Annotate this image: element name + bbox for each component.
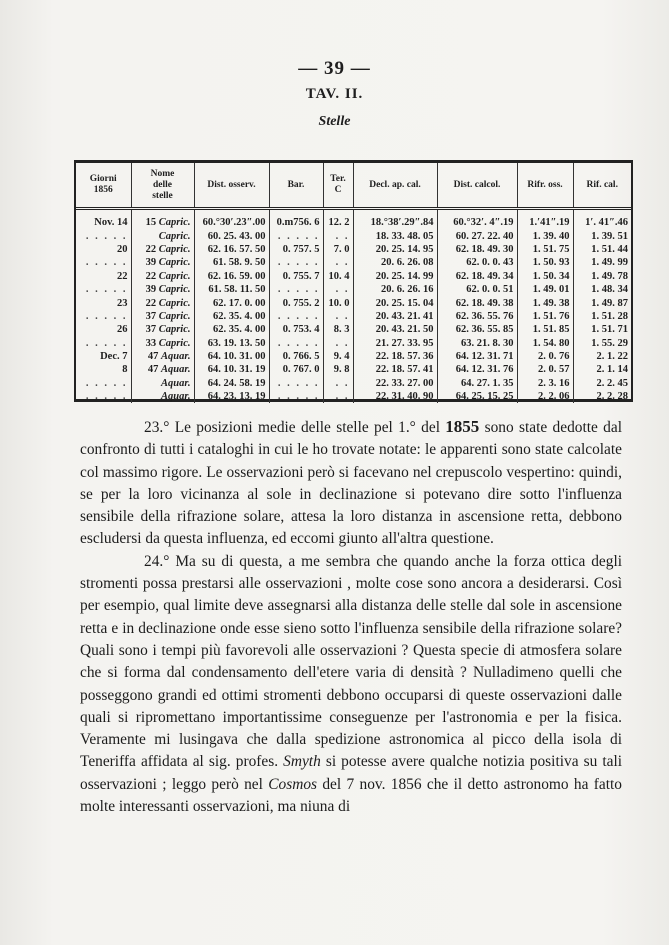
cell-star (131, 310, 194, 323)
cell-decl: 20. 25. 15. 04 (353, 296, 437, 309)
cell-day: Dec. 7 (76, 350, 131, 363)
cell-day: 26 (76, 323, 131, 336)
cell-ter: . . (323, 390, 353, 403)
cell-rif-cal: 1. 51. 44 (591, 243, 628, 255)
star-name: Capric. (158, 284, 191, 296)
cell-rif-cal: 1. 55. 29 (591, 337, 628, 349)
cell-star (131, 243, 194, 256)
cell-star (131, 350, 194, 363)
cell-star (131, 209, 194, 230)
column-header (76, 163, 131, 209)
table-row (76, 390, 631, 403)
cell-decl: 22. 31. 40. 90 (353, 390, 437, 403)
cell-decl: 18. 33. 48. 05 (353, 229, 437, 242)
cell-decl: 20. 25. 14. 95 (353, 243, 437, 256)
column-header-line: C (334, 185, 342, 195)
cell-bar: 0. 755. 7 (269, 270, 323, 283)
cell-decl: 20. 43. 21. 41 (353, 310, 437, 323)
cell-rifr-oss: 1. 49. 01 (517, 283, 573, 296)
table-body (76, 209, 631, 404)
star-name: Capric. (158, 230, 191, 242)
cell-dist-oss: 61. 58. 9. 50 (194, 256, 269, 269)
cell-rifr-oss: 1. 51. 75 (517, 243, 573, 256)
cell-ter: . . (323, 256, 353, 269)
cell-day: Nov. 14 (76, 209, 131, 230)
cell-dist-cal: 64. 25. 15. 25 (437, 390, 517, 403)
cell-rif-cal: 1. 49. 87 (591, 297, 628, 309)
cell-dist-cal: 62. 0. 0. 43 (437, 256, 517, 269)
cell-ter: . . (323, 377, 353, 390)
cell-dist-cal: 64. 12. 31. 71 (437, 350, 517, 363)
star-observation-table (74, 160, 633, 402)
cell-ter: . . (323, 337, 353, 350)
paragraph-23-text-b: sono state dedotte dal confronto di tutti i cataloghi in cui le ho trovate notate: le apparenti sono state calcolate col massimo rigore. Le osservazioni però si facevano nel crepuscolo vespertino: quindi, se per la loro vicinanza al sole in declinazione si potevano dire sotto l'influenza sensibile della rifrazione solare, attesa la loro distanza in ascensione retta, debbono escludersi da questa influenza, ed eccomi giunto all'altra questione. (80, 419, 622, 548)
star-name: Capric. (158, 297, 191, 309)
paragraph-23 (80, 416, 622, 551)
star-name: Capric. (158, 243, 191, 255)
column-header (323, 163, 353, 209)
cell-star (131, 377, 194, 390)
column-header-line: Bar. (287, 179, 305, 190)
cell-star (131, 323, 194, 336)
cell-dist-cal: 62. 0. 0. 51 (437, 283, 517, 296)
cell-bar: . . . . . (269, 229, 323, 242)
star-number: 39 (145, 284, 157, 296)
cell-rif-cal: 1. 51. 28 (591, 310, 628, 322)
star-number: 22 (145, 297, 157, 309)
cell-dist-oss: 63. 19. 13. 50 (194, 337, 269, 350)
body-text (80, 416, 622, 818)
column-header-line: 1856 (93, 185, 113, 195)
star-number: 33 (145, 337, 157, 349)
cell-ter: . . (323, 310, 353, 323)
cell-rifr-oss: 1.′41″.19 (517, 209, 573, 230)
cell-day: 20 (76, 243, 131, 256)
cell-dist-cal: 63. 21. 8. 30 (437, 337, 517, 350)
table-row (76, 323, 631, 336)
cell-bar: . . . . . (269, 283, 323, 296)
cell-dist-cal: 64. 12. 31. 76 (437, 363, 517, 376)
cell-rifr-oss: 2. 0. 76 (517, 350, 573, 363)
star-number: 39 (145, 257, 157, 269)
star-name: Aquar. (161, 364, 191, 376)
star-number: 22 (145, 243, 157, 255)
cell-day: . . . . . (76, 377, 131, 390)
cell-dist-oss: 64. 24. 58. 19 (194, 377, 269, 390)
cell-star (131, 283, 194, 296)
cell-bar: . . . . . (269, 337, 323, 350)
column-header-line: Giorni (89, 174, 117, 184)
table-row (76, 337, 631, 350)
column-header-line: Rifr. oss. (527, 179, 563, 190)
column-header-line: delle (153, 179, 172, 190)
star-name: Aquar. (161, 351, 191, 363)
cell-ter: 12. 2 (323, 209, 353, 230)
column-header-line: stelle (152, 190, 173, 201)
table-row (76, 256, 631, 269)
cell-dist-oss: 60. 25. 43. 00 (194, 229, 269, 242)
paragraph-24 (80, 551, 622, 819)
star-number: 47 (147, 351, 159, 363)
cell-decl: 20. 6. 26. 08 (353, 256, 437, 269)
column-header-line: Ter. (330, 174, 346, 184)
cell-rifr-oss: 2. 2. 06 (517, 390, 573, 403)
cell-rifr-oss: 1. 39. 40 (517, 229, 573, 242)
table-row (76, 229, 631, 242)
cell-decl: 22. 18. 57. 41 (353, 363, 437, 376)
cell-ter: 9. 4 (323, 350, 353, 363)
stars-table (76, 163, 631, 403)
cell-bar: . . . . . (269, 377, 323, 390)
column-header-line: Rif. cal. (586, 179, 618, 190)
cell-bar: 0. 766. 5 (269, 350, 323, 363)
cell-dist-oss: 64. 10. 31. 00 (194, 350, 269, 363)
cell-bar: 0. 755. 2 (269, 296, 323, 309)
table-row (76, 363, 631, 376)
cell-rif-cal: 1′. 41″.46 (585, 217, 628, 229)
cell-dist-oss: 62. 16. 57. 50 (194, 243, 269, 256)
cell-rif-cal: 1. 49. 78 (591, 270, 628, 282)
column-header (131, 163, 194, 209)
star-number: 47 (147, 364, 159, 376)
cell-dist-oss: 64. 10. 31. 19 (194, 363, 269, 376)
star-name: Capric. (158, 310, 191, 322)
cell-dist-oss: 62. 35. 4. 00 (194, 310, 269, 323)
cell-star (131, 270, 194, 283)
cell-decl: 18.°38′.29″.84 (353, 209, 437, 230)
star-name: Capric. (158, 324, 191, 336)
column-header-line: Nome (150, 168, 175, 179)
cell-day: . . . . . (76, 256, 131, 269)
cell-rifr-oss: 1. 54. 80 (517, 337, 573, 350)
cell-star (131, 256, 194, 269)
cell-dist-cal: 62. 18. 49. 30 (437, 243, 517, 256)
cell-rifr-oss: 1. 49. 38 (517, 296, 573, 309)
paragraph-24-text-c: del 7 nov. 1856 che il detto astronomo ha fatto molte interessanti osservazioni, ma niuna di (80, 775, 622, 816)
star-number: 37 (145, 310, 157, 322)
cell-dist-cal: 64. 27. 1. 35 (437, 377, 517, 390)
cell-day: . . . . . (76, 390, 131, 403)
cell-ter: . . (323, 283, 353, 296)
table-row (76, 310, 631, 323)
star-name: Capric. (158, 270, 191, 282)
cell-rifr-oss: 1. 51. 85 (517, 323, 573, 336)
column-header (269, 163, 323, 209)
cell-decl: 22. 33. 27. 00 (353, 377, 437, 390)
cell-rif-cal: 1. 39. 51 (591, 230, 628, 242)
cell-bar: . . . . . (269, 256, 323, 269)
cell-rif-cal: 2. 1. 14 (596, 364, 628, 376)
cell-ter: 9. 8 (323, 363, 353, 376)
table-row (76, 270, 631, 283)
cell-dist-cal: 62. 36. 55. 85 (437, 323, 517, 336)
star-number: 15 (145, 217, 157, 229)
cell-decl: 20. 6. 26. 16 (353, 283, 437, 296)
page-number: — 39 — (298, 58, 371, 79)
column-header (353, 163, 437, 209)
cell-bar: 0.m756. 6 (269, 209, 323, 230)
cell-rifr-oss: 1. 50. 93 (517, 256, 573, 269)
cell-bar: . . . . . (269, 310, 323, 323)
column-header (517, 163, 573, 209)
cell-ter: 7. 0 (323, 243, 353, 256)
cell-star (131, 296, 194, 309)
cell-dist-cal: 62. 18. 49. 38 (437, 296, 517, 309)
cell-decl: 20. 43. 21. 50 (353, 323, 437, 336)
cell-dist-oss: 62. 16. 59. 00 (194, 270, 269, 283)
cell-dist-oss: 62. 17. 0. 00 (194, 296, 269, 309)
paragraph-23-text-a: 23.° Le posizioni medie delle stelle pel 1.° del (144, 419, 446, 436)
cell-day: . . . . . (76, 229, 131, 242)
cell-star (131, 363, 194, 376)
cell-rifr-oss: 2. 3. 16 (517, 377, 573, 390)
paragraph-24-text-a: 24.° Ma su di questa, a me sembra che quando anche la forza ottica degli stromenti possa prestarsi alle osservazioni , molte cose sono ancora a desiderarsi. Così per esempio, qual limite deve assegnarsi alla distanza delle stelle dal sole in ascensione retta e in declinazione onde esse sieno sotto l'influenza sensibile della rifrazione solare? Quali sono i tempi più favorevoli alle osservazioni ? Questa specie di atmosfera solare che si forma dal condensamento dell'etere varia di densità ? Nulladimeno quelli che posseggono grandi ed ottimi stromenti debbono occuparsi di queste osservazioni dalle quali si ripromettano importantissime conseguenze per l'astronomia e per la fisica. Veramente mi lusingava che dalla spedizione astronomica al picco della isola di Teneriffa affidata al sig. profes. (80, 552, 622, 771)
star-name: Aquar. (161, 391, 191, 403)
column-header-line: Dist. calcol. (453, 179, 501, 190)
cell-dist-oss: 62. 35. 4. 00 (194, 323, 269, 336)
cell-ter: . . (323, 229, 353, 242)
cell-ter: 8. 3 (323, 323, 353, 336)
column-header (194, 163, 269, 209)
cell-day: . . . . . (76, 310, 131, 323)
table-row (76, 296, 631, 309)
cell-decl: 21. 27. 33. 95 (353, 337, 437, 350)
cell-rifr-oss: 1. 51. 76 (517, 310, 573, 323)
star-name: Aquar. (161, 377, 191, 389)
cell-bar: 0. 757. 5 (269, 243, 323, 256)
cell-dist-oss: 60.°30′.23″.00 (194, 209, 269, 230)
star-number: 37 (145, 324, 157, 336)
cell-rif-cal: 2. 2. 45 (596, 377, 628, 389)
table-row (76, 209, 631, 230)
table-row (76, 377, 631, 390)
cell-dist-cal: 60. 27. 22. 40 (437, 229, 517, 242)
cell-rif-cal: 1. 49. 99 (591, 257, 628, 269)
star-name: Capric. (158, 257, 191, 269)
table-subtitle: Stelle (318, 114, 351, 129)
cell-dist-oss: 61. 58. 11. 50 (194, 283, 269, 296)
astronomer-name: Smyth (283, 753, 321, 771)
cell-star (131, 229, 194, 242)
cell-dist-cal: 62. 36. 55. 76 (437, 310, 517, 323)
cell-bar: . . . . . (269, 390, 323, 403)
cell-dist-cal: 62. 18. 49. 34 (437, 270, 517, 283)
cell-decl: 20. 25. 14. 99 (353, 270, 437, 283)
cell-rifr-oss: 2. 0. 57 (517, 363, 573, 376)
cell-rif-cal: 1. 48. 34 (591, 284, 628, 296)
table-row (76, 283, 631, 296)
cell-bar: 0. 753. 4 (269, 323, 323, 336)
cell-day: . . . . . (76, 283, 131, 296)
cell-dist-cal: 60.°32′. 4″.19 (437, 209, 517, 230)
cell-bar: 0. 767. 0 (269, 363, 323, 376)
paragraph-24-text-b: si potesse avere qualche notizia positiva su tali osservazioni ; leggo però nel (80, 753, 622, 793)
column-header (573, 163, 631, 209)
table-row (76, 350, 631, 363)
cell-day: 23 (76, 296, 131, 309)
cell-day: . . . . . (76, 337, 131, 350)
cell-star (131, 390, 194, 403)
cell-decl: 22. 18. 57. 36 (353, 350, 437, 363)
cell-star (131, 337, 194, 350)
cell-rif-cal: 2. 2. 28 (596, 391, 628, 403)
column-header-line: Decl. ap. cal. (369, 179, 421, 190)
cell-ter: 10. 0 (323, 296, 353, 309)
paragraph-23-year: 1855 (445, 417, 480, 436)
table-title: TAV. II. (305, 86, 364, 102)
cell-rifr-oss: 1. 50. 34 (517, 270, 573, 283)
journal-name: Cosmos (268, 775, 317, 793)
table-row (76, 243, 631, 256)
cell-rif-cal: 1. 51. 71 (591, 324, 628, 336)
cell-day: 22 (76, 270, 131, 283)
cell-dist-oss: 64. 23. 13. 19 (194, 390, 269, 403)
cell-ter: 10. 4 (323, 270, 353, 283)
star-name: Capric. (158, 217, 191, 229)
star-number: 22 (145, 270, 157, 282)
column-header (437, 163, 517, 209)
cell-rif-cal: 2. 1. 22 (596, 351, 628, 363)
table-header-row (76, 163, 631, 209)
cell-day: 8 (76, 363, 131, 376)
column-header-line: Dist. osserv. (207, 179, 256, 190)
star-name: Capric. (158, 337, 191, 349)
